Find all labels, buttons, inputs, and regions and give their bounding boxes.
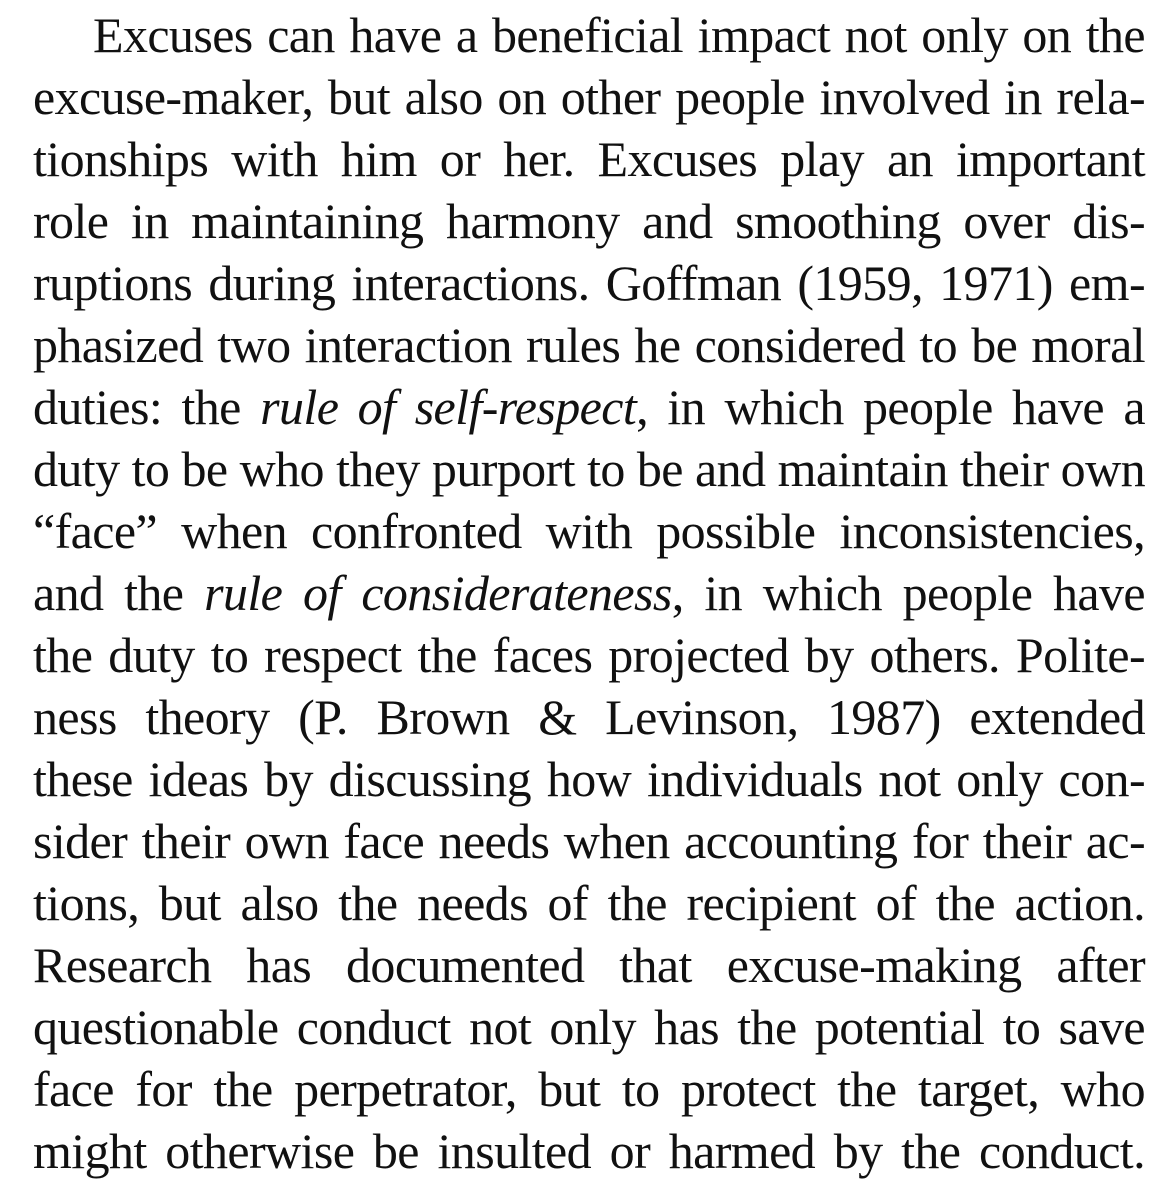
text-line: ruptions during interactions. Goffman (1959, 1971) em- bbox=[33, 255, 1145, 311]
text-line: tionships with him or her. Excuses play an important bbox=[33, 131, 1145, 187]
text-line: the duty to respect the faces projected by others. Polite- bbox=[33, 627, 1145, 683]
text-line: Excuses can have a beneficial impact not only on the bbox=[93, 7, 1145, 63]
text-line: might otherwise be insulted or harmed by the conduct. bbox=[33, 1123, 1145, 1179]
text-line: role in maintaining harmony and smoothing over dis- bbox=[33, 193, 1145, 249]
text-line: duties: the rule of self-respect, in which people have a bbox=[33, 379, 1145, 435]
text-line: these ideas by discussing how individuals not only con- bbox=[33, 751, 1145, 807]
text-line: excuse-maker, but also on other people involved in rela- bbox=[33, 69, 1145, 125]
text-line: Research has documented that excuse-making after bbox=[33, 937, 1145, 993]
text-line: and the rule of considerateness, in which people have bbox=[33, 565, 1145, 621]
text-line: face for the perpetrator, but to protect the target, who bbox=[33, 1061, 1145, 1117]
document-page bbox=[33, 4, 1145, 1182]
text-line: duty to be who they purport to be and maintain their own bbox=[33, 441, 1145, 497]
text-line: “face” when confronted with possible inconsistencies, bbox=[33, 503, 1145, 559]
text-line: questionable conduct not only has the potential to save bbox=[33, 999, 1145, 1055]
text-line: tions, but also the needs of the recipient of the action. bbox=[33, 875, 1145, 931]
body-paragraph bbox=[33, 4, 1145, 1182]
text-line: phasized two interaction rules he considered to be moral bbox=[33, 317, 1145, 373]
text-line: ness theory (P. Brown & Levinson, 1987) extended bbox=[33, 689, 1145, 745]
text-line: sider their own face needs when accounting for their ac- bbox=[33, 813, 1145, 869]
italic-term: rule of considerateness bbox=[204, 565, 672, 621]
italic-term: rule of self-respect bbox=[260, 379, 637, 435]
